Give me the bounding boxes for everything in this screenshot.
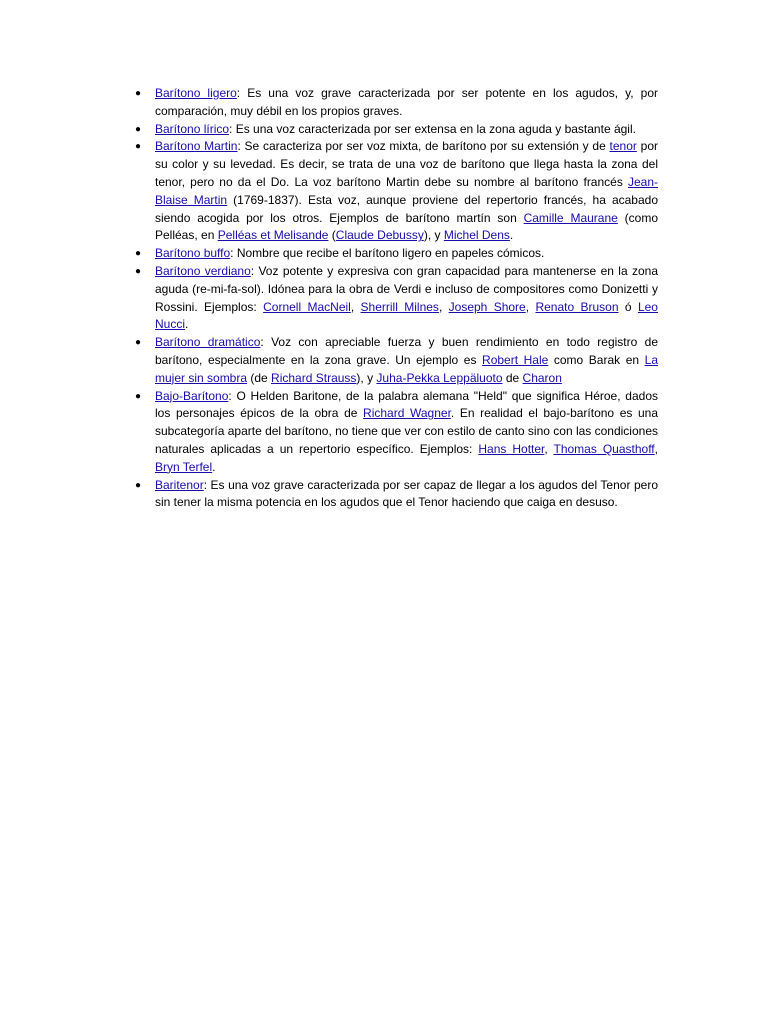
wiki-link[interactable]: Renato Bruson (535, 299, 619, 314)
list-item (134, 121, 658, 139)
item-text: : Nombre que recibe el barítono ligero en papeles cómicos. (230, 246, 545, 261)
list-item (134, 388, 659, 477)
wiki-link[interactable]: Barítono buffo (155, 246, 231, 261)
wiki-link[interactable]: Hans Hotter (478, 441, 545, 456)
wiki-link[interactable]: tenor (609, 139, 637, 154)
item-text: de (502, 370, 523, 385)
item-text: , (654, 441, 658, 456)
wiki-link[interactable]: Pelléas et Melisande (217, 228, 329, 243)
item-text: : Es una voz grave caracterizada por ser potente en los agudos, y, por comparación, muy débil en los propios graves. (155, 86, 659, 118)
list-item (134, 85, 659, 121)
wiki-link[interactable]: Bryn Terfel (155, 459, 213, 474)
wiki-link[interactable]: Richard Wagner (363, 406, 451, 421)
wiki-link[interactable]: Camille Maurane (523, 210, 618, 225)
baritone-types-list (134, 85, 659, 512)
item-text: como Barak en (548, 352, 645, 367)
item-text: ó (618, 299, 638, 314)
item-text: . (509, 228, 514, 243)
item-text: . En realidad el bajo-barítono es una subcategoría aparte del barítono, no tiene que ver con estilo de canto sino con las condiciones naturales aplicadas a un repertorio específico. Ejemplos: (155, 406, 659, 456)
item-text: ( (328, 228, 336, 243)
item-text: : Voz potente y expresiva con gran capacidad para mantenerse en la zona aguda (re-mi-fa-sol). Idónea para la obra de Verdi e incluso de compositores como Donizetti y Rossini. Ejemplos: (155, 263, 659, 314)
bullet-icon: ● (134, 88, 142, 99)
item-text: : Es una voz caracterizada por ser extensa en la zona aguda y bastante ágil. (229, 121, 636, 136)
bullet-icon: ● (134, 479, 142, 491)
wiki-link[interactable]: Jean-Blaise Martin (155, 174, 658, 207)
item-text: , (525, 299, 536, 314)
item-text: : Es una voz grave caracterizada por ser capaz de llegar a los agudos del Tenor pero sin tener la misma potencia en los agudos que el Tenor haciendo que caiga en desuso. (155, 477, 658, 510)
item-text: : Se caracteriza por ser voz mixta, de barítono por su extensión y de (237, 139, 610, 154)
wiki-link[interactable]: Baritenor (155, 477, 204, 492)
wiki-link[interactable]: Leo Nucci (155, 299, 658, 332)
item-text: (de (247, 370, 272, 385)
item-text: (como Pelléas, en (155, 210, 658, 243)
wiki-link[interactable]: Bajo-Barítono (155, 388, 229, 403)
wiki-link[interactable]: Barítono lírico (155, 121, 230, 136)
list-item (134, 263, 659, 334)
wiki-link[interactable]: Sherrill Milnes (360, 299, 439, 314)
wiki-link[interactable]: Richard Strauss (271, 370, 357, 385)
bullet-icon: ● (134, 141, 142, 153)
bullet-icon: ● (134, 390, 142, 402)
item-text: . (212, 459, 216, 474)
item-text: por su color y su levedad. Es decir, se trata de una voz de barítono que llega hasta la zona del tenor, pero no da el Do. La voz barítono Martin debe su nombre al barítono francés (155, 139, 658, 189)
wiki-link[interactable]: Claude Debussy (335, 228, 424, 243)
list-item (134, 334, 659, 387)
item-text: (1769-1837). Esta voz, aunque proviene del repertorio francés, ha acabado siendo acogida por los otros. Ejemplos de barítono martín son (155, 192, 659, 225)
wiki-link[interactable]: Michel Dens (443, 228, 510, 243)
wiki-link[interactable]: Cornell MacNeil (263, 299, 351, 314)
list-item (134, 138, 659, 245)
bullet-icon: ● (134, 248, 142, 260)
bullet-icon: ● (134, 123, 142, 135)
wiki-link[interactable]: Thomas Quasthoff (553, 441, 655, 456)
item-text: , (350, 299, 361, 314)
item-text: . (185, 317, 189, 332)
list-item (134, 477, 658, 513)
item-text: : O Helden Baritone, de la palabra alemana "Held" que significa Héroe, dados los personajes épicos de la obra de (155, 388, 658, 421)
wiki-link[interactable]: Barítono ligero (155, 86, 237, 100)
wiki-link[interactable]: La mujer sin sombra (155, 352, 659, 385)
wiki-link[interactable]: Barítono verdiano (155, 263, 251, 278)
bullet-icon: ● (134, 337, 142, 349)
wiki-link[interactable]: Barítono dramático (155, 335, 261, 350)
wiki-link[interactable]: Barítono Martin (155, 139, 238, 154)
list-item (134, 245, 658, 263)
wiki-link[interactable]: Juha-Pekka Leppäluoto (376, 370, 503, 385)
wiki-link[interactable]: Charon (522, 370, 562, 385)
item-text: : Voz con apreciable fuerza y buen rendimiento en todo registro de barítono, especialmente en la zona grave. Un ejemplo es (155, 335, 658, 367)
item-text: , (438, 299, 449, 314)
wiki-link[interactable]: Robert Hale (482, 352, 549, 367)
item-text: , (544, 441, 554, 456)
wiki-link[interactable]: Joseph Shore (448, 299, 526, 314)
bullet-icon: ● (134, 265, 142, 277)
item-text: ), y (423, 228, 444, 243)
item-text: ), y (356, 370, 377, 385)
